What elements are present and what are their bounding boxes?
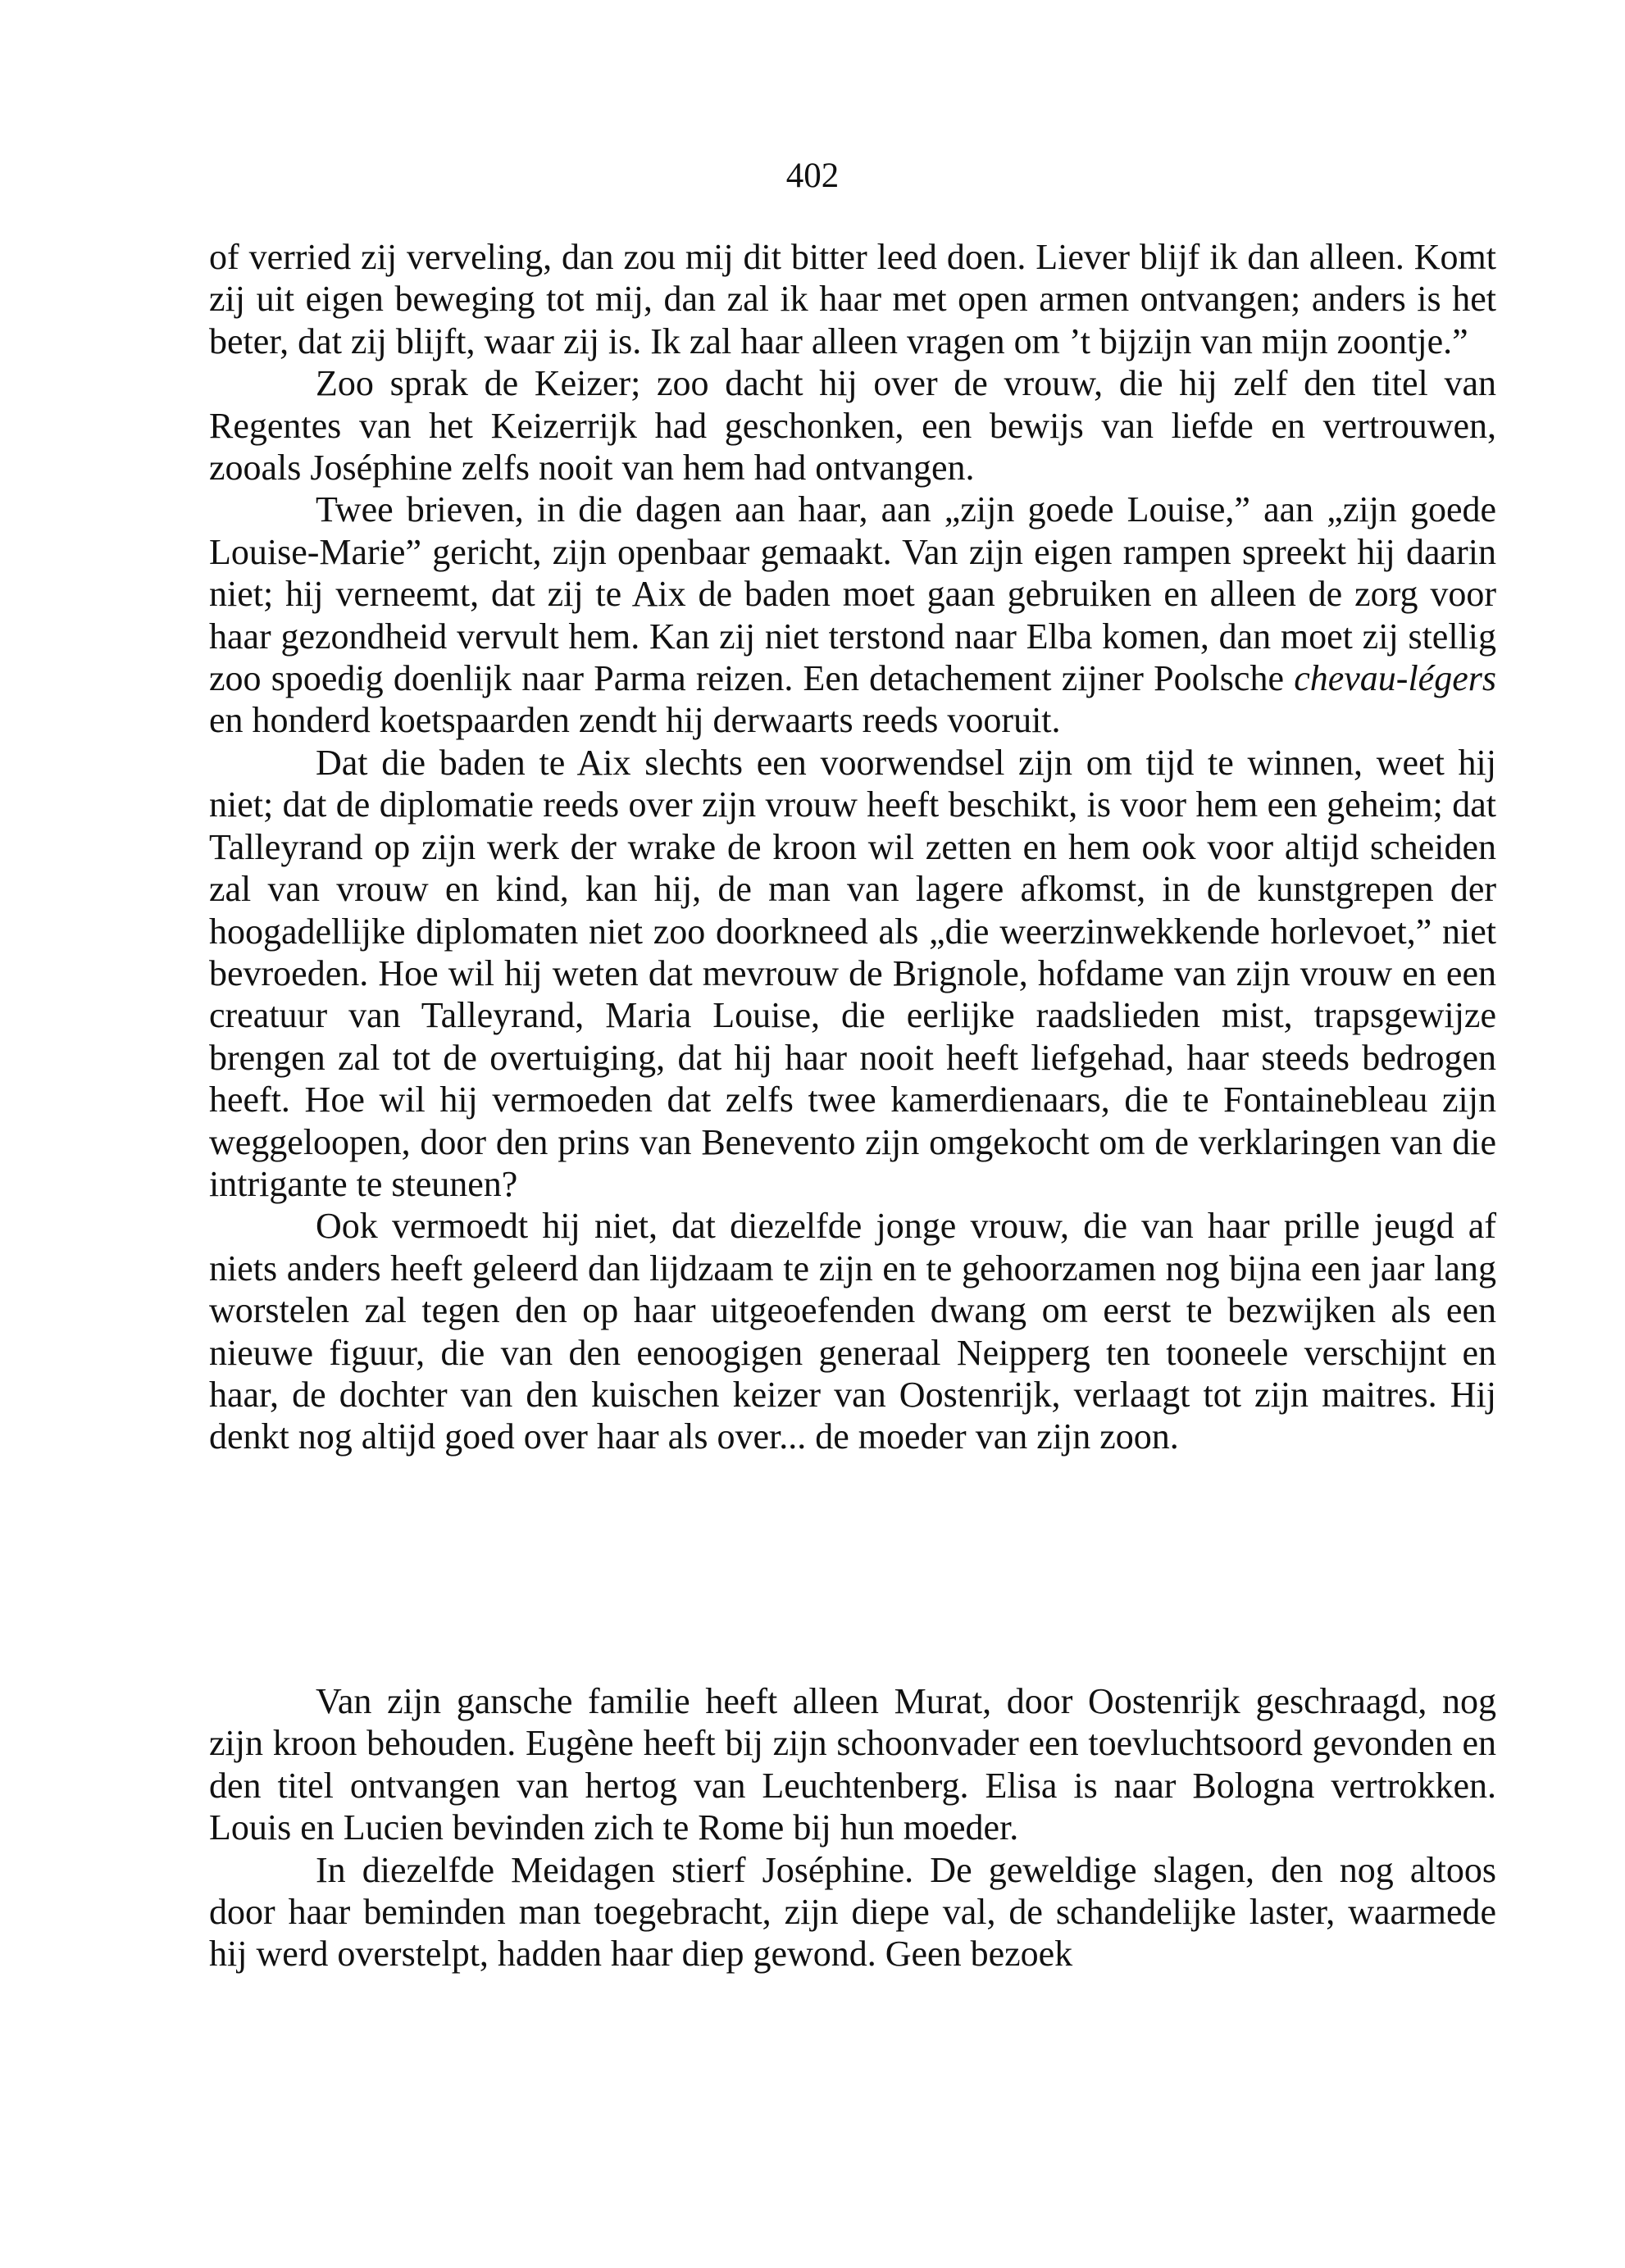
paragraph-keizer: Zoo sprak de Keizer; zoo dacht hij over de vrouw, die hij zelf den titel van Regentes van het Keizerrijk had geschonken, een bewijs van liefde en vertrouwen, zooals Joséphine zelfs nooit van hem had ontvangen. (209, 363, 1496, 489)
main-text-section (209, 236, 1496, 1458)
paragraph-brieven-text-start: Twee brieven, in die dagen aan haar, aan „zijn goede Louise,” aan „zijn goede Louise-Marie” gericht, zijn openbaar gemaakt. Van zijn eigen rampen spreekt hij daarin niet; hij verneemt, dat zij te Aix de baden moet gaan gebruiken en alleen de zorg voor haar gezondheid vervult hem. Kan zij niet terstond naar Elba komen, dan moet zij stellig zoo spoedig doenlijk naar Parma reizen. Een detachement zijner Poolsche (209, 489, 1496, 699)
paragraph-brieven (209, 489, 1496, 741)
paragraph-brieven-text-end: en honderd koetspaarden zendt hij derwaarts reeds vooruit. (209, 700, 1061, 741)
paragraph-familie: Van zijn gansche familie heeft alleen Murat, door Oostenrijk geschraagd, nog zijn kroon behouden. Eugène heeft bij zijn schoonvader een toevluchtsoord gevonden en den titel ontvangen van hertog van Leuchtenberg. Elisa is naar Bologna vertrokken. Louis en Lucien bevinden zich te Rome bij hun moeder. (209, 1681, 1496, 1848)
italic-term: chevau-légers (1294, 658, 1496, 699)
paragraph-continued: of verried zij verveling, dan zou mij dit bitter leed doen. Liever blijf ik dan alleen. Komt zij uit eigen beweging tot mij, dan zal ik haar met open armen ontvangen; anders is het beter, dat zij blijft, waar zij is. Ik zal haar alleen vragen om ’t bijzijn van mijn zoontje.” (209, 237, 1496, 361)
second-text-section (209, 1680, 1496, 1975)
page-number: 402 (785, 157, 840, 195)
paragraph-josephine: In diezelfde Meidagen stierf Joséphine. De geweldige slagen, den nog altoos door haar beminden man toegebracht, zijn diepe val, de schandelijke laster, waarmede hij werd overstelpt, hadden haar diep gewond. Geen bezoek (209, 1849, 1496, 1975)
paragraph-vermoedt: Ook vermoedt hij niet, dat diezelfde jonge vrouw, die van haar prille jeugd af niets anders heeft geleerd dan lijdzaam te zijn en te gehoorzamen nog bijna een jaar lang worstelen zal tegen den op haar uitgeoefenden dwang om eerst te bezwijken als een nieuwe figuur, die van den eenoogigen generaal Neipperg ten tooneele verschijnt en haar, de dochter van den kuischen keizer van Oostenrijk, verlaagt tot zijn maitres. Hij denkt nog altijd goed over haar als over... de moeder van zijn zoon. (209, 1206, 1496, 1457)
paragraph-baden: Dat die baden te Aix slechts een voorwendsel zijn om tijd te winnen, weet hij niet; dat de diplomatie reeds over zijn vrouw heeft beschikt, is voor hem een geheim; dat Talleyrand op zijn werk der wrake de kroon wil zetten en hem ook voor altijd scheiden zal van vrouw en kind, kan hij, de man van lagere afkomst, in de kunstgrepen der hoogadellijke diplomaten niet zoo doorkneed als „die weerzinwekkende horlevoet,” niet bevroeden. Hoe wil hij weten dat mevrouw de Brignole, hofdame van zijn vrouw en een creatuur van Talleyrand, Maria Louise, die eerlijke raadslieden mist, trapsgewijze brengen zal tot de overtuiging, dat hij haar nooit heeft liefgehad, haar steeds bedrogen heeft. Hoe wil hij vermoeden dat zelfs twee kamerdienaars, die te Fontainebleau zijn weggeloopen, door den prins van Benevento zijn omgekocht om de verklaringen van die intrigante te steunen? (209, 742, 1496, 1204)
